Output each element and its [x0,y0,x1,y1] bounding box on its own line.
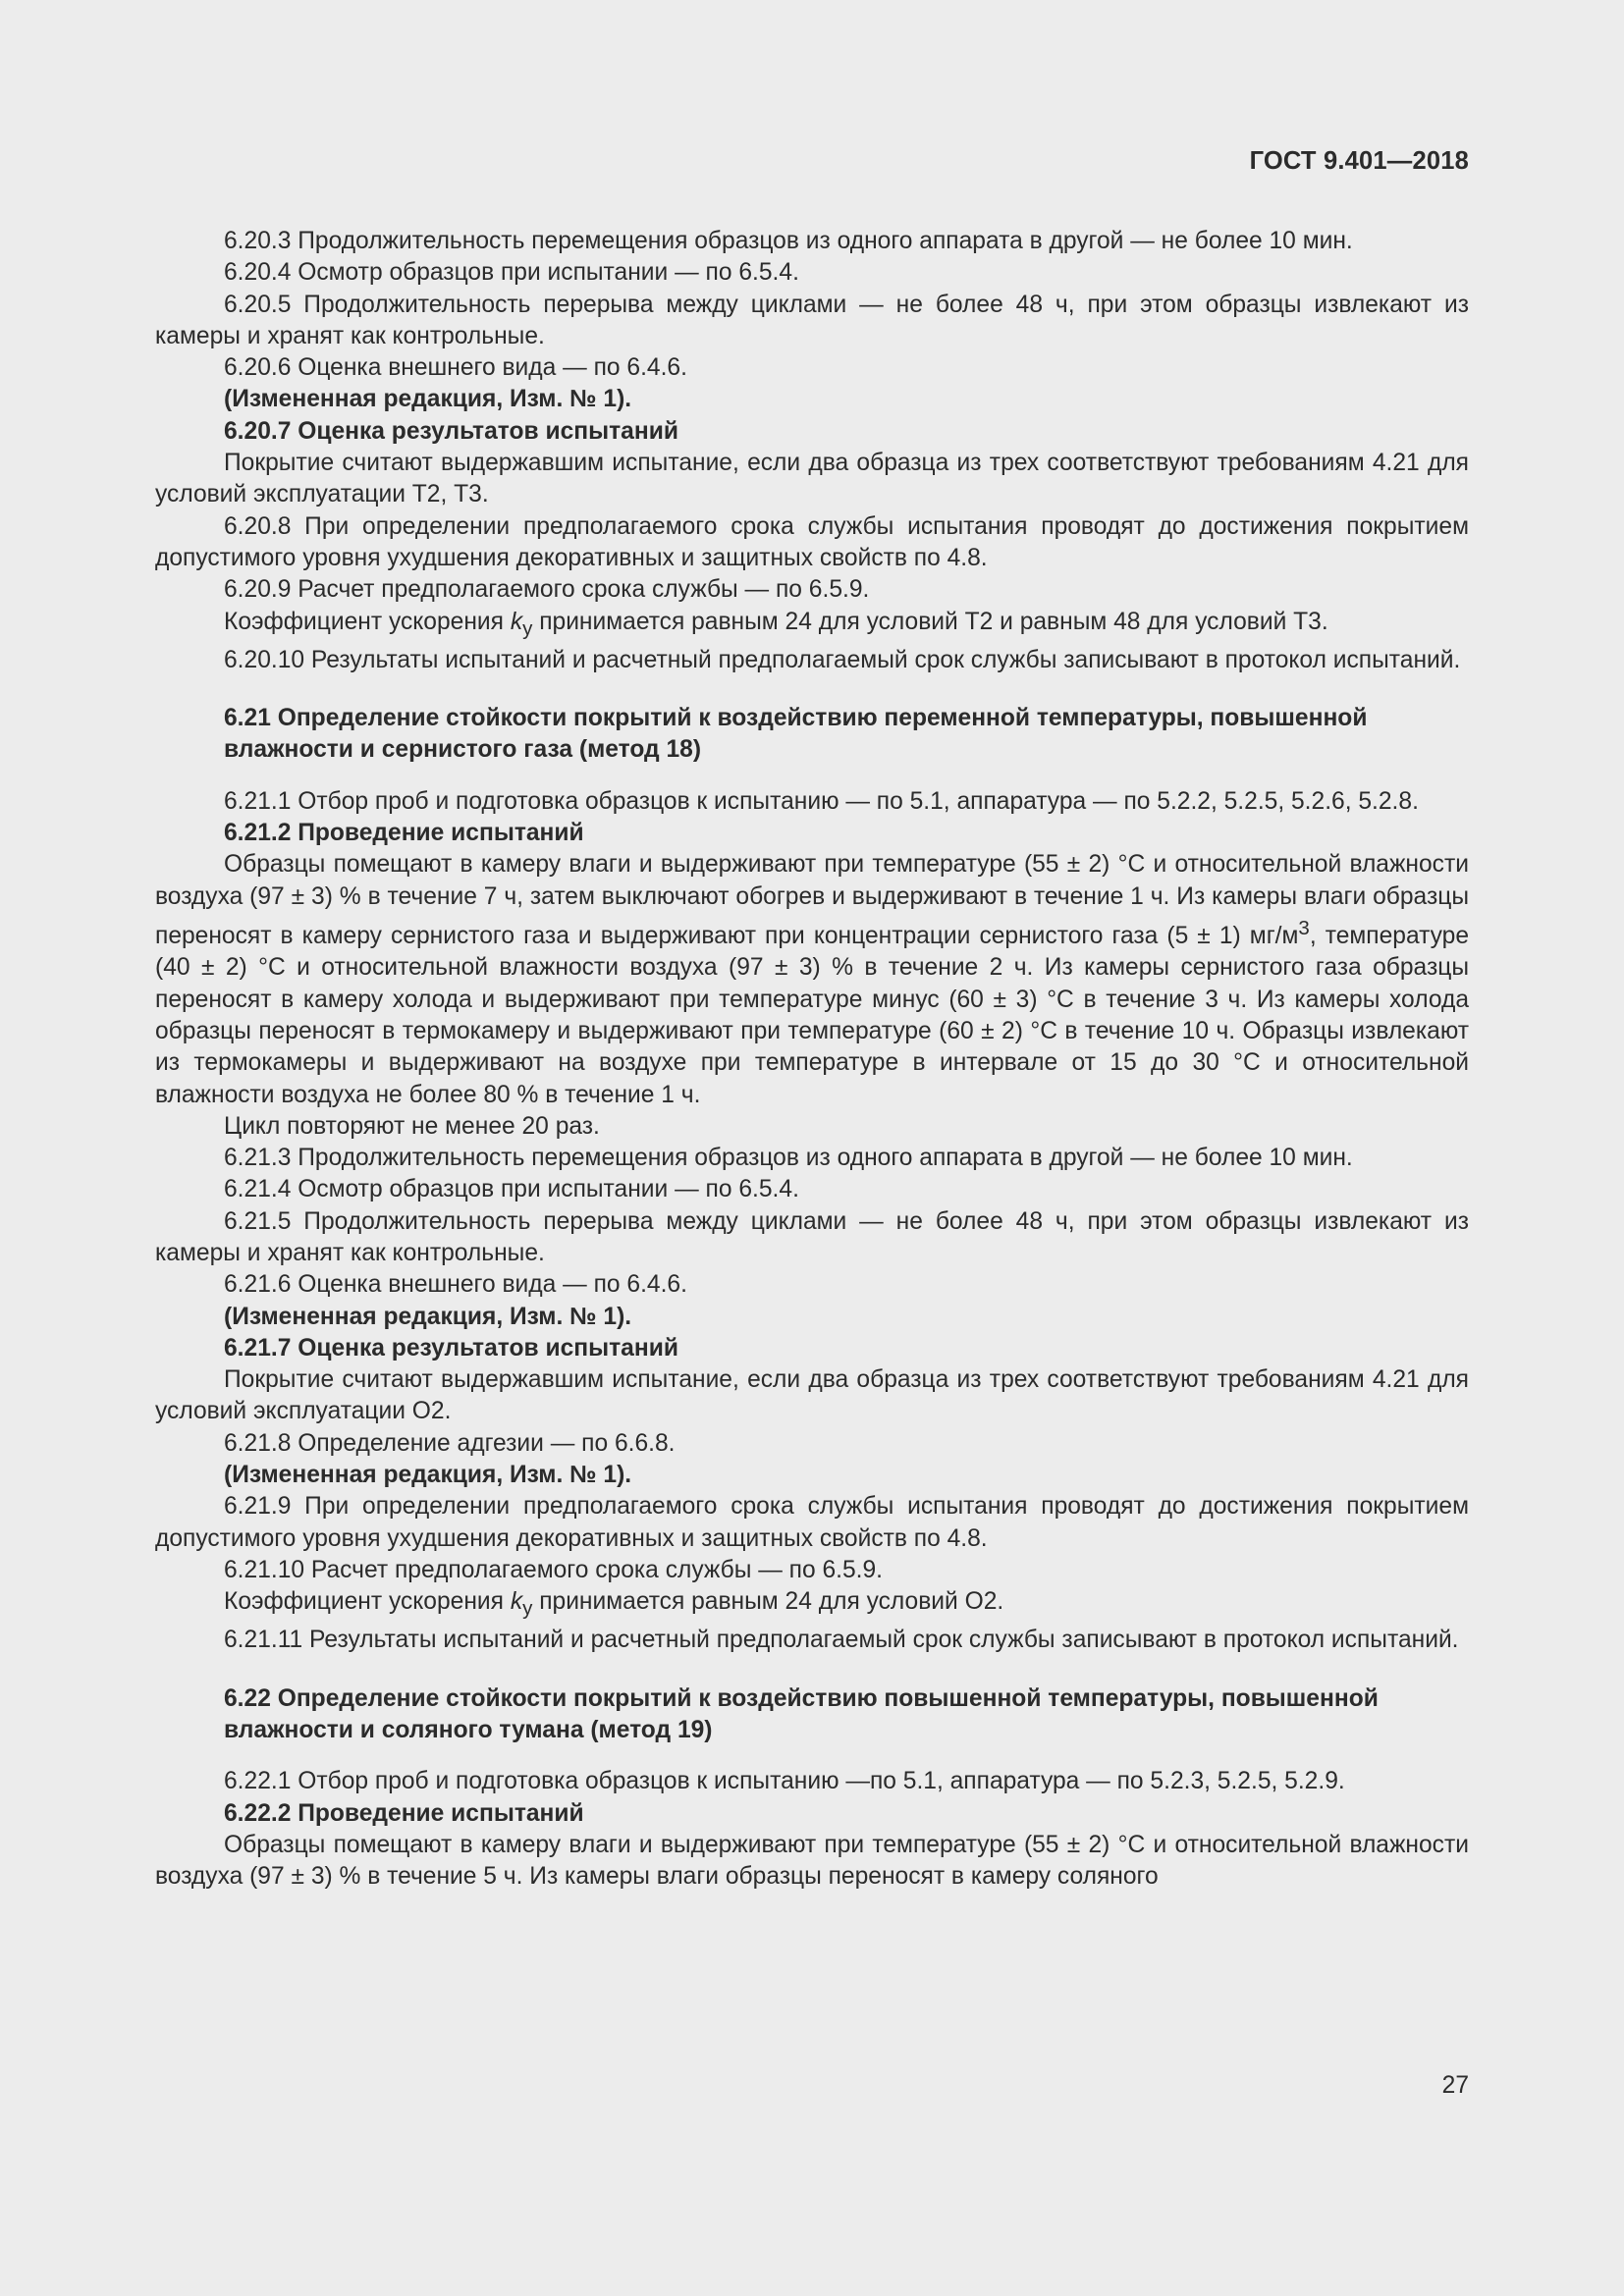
paragraph-6-20-9: 6.20.9 Расчет предполагаемого срока службы — по 6.5.9. [224,576,870,604]
symbol-subscript: у [522,1597,533,1621]
paragraph-6-21-11: 6.21.11 Результаты испытаний и расчетный предполагаемый срок службы записывают в протокол испытаний. [224,1627,1459,1654]
paragraph-6-21-8: 6.21.8 Определение адгезии — по 6.6.8. [224,1429,676,1457]
paragraph-6-21-3: 6.21.3 Продолжительность перемещения образцов из одного аппарата в другой — не более 10 мин. [224,1145,1353,1172]
symbol-k: k [510,1588,523,1616]
page-number: 27 [1441,2072,1469,2099]
amendment-note: (Измененная редакция, Изм. № 1). [224,386,632,413]
amendment-note: (Измененная редакция, Изм. № 1). [224,1303,632,1330]
paragraph-6-21-6: 6.21.6 Оценка внешнего вида — по 6.4.6. [224,1271,687,1299]
paragraph-6-21-4: 6.21.4 Осмотр образцов при испытании — по 6.5.4. [224,1176,799,1203]
paragraph-6-21-7-body: Покрытие считают выдержавшим испытание, если два образца из трех соответствуют требованиям 4.21 для условий эксплуатации О2. [155,1366,1469,1425]
paragraph-6-20-4: 6.20.4 Осмотр образцов при испытании — по 6.5.4. [224,259,799,287]
paragraph-cycle-repeat: Цикл повторяют не менее 20 раз. [224,1112,600,1140]
paragraph-acceleration-coefficient [155,1586,1469,1625]
subheading-6-20-7: 6.20.7 Оценка результатов испытаний [224,417,678,445]
text-fragment: принимается равным 24 для условий О2. [532,1588,1004,1616]
text-fragment: Коэффициент ускорения [224,608,511,635]
text-fragment: Коэффициент ускорения [224,1588,511,1616]
text-fragment: , температуре (40 ± 2) °С и относительной влажности воздуха (97 ± 3) % в течение 2 ч. Из камеры сернистого газа образцы переносят в камеру холода и выдерживают при температуре минус (60 ± 3) °С в течение 3 ч. Из камеры холода образцы переносят в термокамеру и выдерживают при температуре (60 ± 2) °С в течение 10 ч. Образцы извлекают из термокамеры и выдерживают на воздухе при температуре в интервале от 15 до 30 °С и относительной влажности воздуха не более 80 % в течение 1 ч. [155,923,1470,1108]
symbol-subscript: у [522,616,533,640]
text-fragment: принимается равным 24 для условий Т2 и равным 48 для условий Т3. [532,608,1328,635]
subheading-6-21-7: 6.21.7 Оценка результатов испытаний [224,1334,678,1362]
paragraph-6-21-2-body [155,849,1469,1111]
section-heading-6-21: 6.21 Определение стойкости покрытий к воздействию переменной температуры, повышенной влажности и сернистого газа (метод 18) [224,705,1368,764]
section-heading-6-22: 6.22 Определение стойкости покрытий к воздействию повышенной температуры, повышенной влажности и соляного тумана (метод 19) [224,1684,1379,1744]
symbol-k: k [510,608,523,635]
paragraph-6-22-2-body: Образцы помещают в камеру влаги и выдерживают при температуре (55 ± 2) °С и относительной влажности воздуха (97 ± 3) % в течение 5 ч. Из камеры влаги образцы переносят в камеру соляного [155,1831,1469,1891]
paragraph-6-21-10: 6.21.10 Расчет предполагаемого срока службы — по 6.5.9. [224,1556,884,1583]
subheading-6-22-2: 6.22.2 Проведение испытаний [224,1799,584,1827]
paragraph-6-20-5: 6.20.5 Продолжительность перерыва между циклами — не более 48 ч, при этом образцы извлекают из камеры и хранят как контрольные. [155,291,1469,349]
paragraph-6-20-10: 6.20.10 Результаты испытаний и расчетный предполагаемый срок службы записывают в протокол испытаний. [224,646,1461,673]
paragraph-6-20-7-body: Покрытие считают выдержавшим испытание, если два образца из трех соответствуют требованиям 4.21 для условий эксплуатации Т2, Т3. [155,450,1469,508]
paragraph-6-22-1: 6.22.1 Отбор проб и подготовка образцов к испытанию —по 5.1, аппаратура — по 5.2.3, 5.2.5, 5.2.9. [224,1768,1345,1795]
paragraph-acceleration-coefficient [155,607,1469,645]
text-fragment: Образцы помещают в камеру влаги и выдерживают при температуре (55 ± 2) °С и относительной влажности воздуха (97 ± 3) % в течение 7 ч, затем выключают обогрев и выдерживают в течение 1 ч. Из камеры влаги образцы переносят в камеру сернистого газа и выдерживают при концентрации сернистого газа (5 ± 1) мг/м [155,851,1469,950]
paragraph-6-20-3: 6.20.3 Продолжительность перемещения образцов из одного аппарата в другой — не более 10 мин. [224,228,1353,254]
paragraph-6-20-6: 6.20.6 Оценка внешнего вида — по 6.4.6. [224,354,687,382]
superscript-3: 3 [1298,916,1310,939]
document-body [155,226,1469,1894]
document-code: ГОСТ 9.401—2018 [1249,147,1469,175]
paragraph-6-21-9: 6.21.9 При определении предполагаемого срока службы испытания проводят до достижения покрытием допустимого уровня ухудшения декоративных и защитных свойств по 4.8. [155,1493,1469,1552]
paragraph-6-20-8: 6.20.8 При определении предполагаемого срока службы испытания проводят до достижения покрытием допустимого уровня ухудшения декоративных и защитных свойств по 4.8. [155,512,1469,571]
amendment-note: (Измененная редакция, Изм. № 1). [224,1462,632,1489]
paragraph-6-21-5: 6.21.5 Продолжительность перерыва между циклами — не более 48 ч, при этом образцы извлекают из камеры и хранят как контрольные. [155,1207,1469,1266]
subheading-6-21-2: 6.21.2 Проведение испытаний [224,819,584,846]
paragraph-6-21-1: 6.21.1 Отбор проб и подготовка образцов к испытанию — по 5.1, аппаратура — по 5.2.2, 5.2.5, 5.2.6, 5.2.8. [224,787,1419,815]
